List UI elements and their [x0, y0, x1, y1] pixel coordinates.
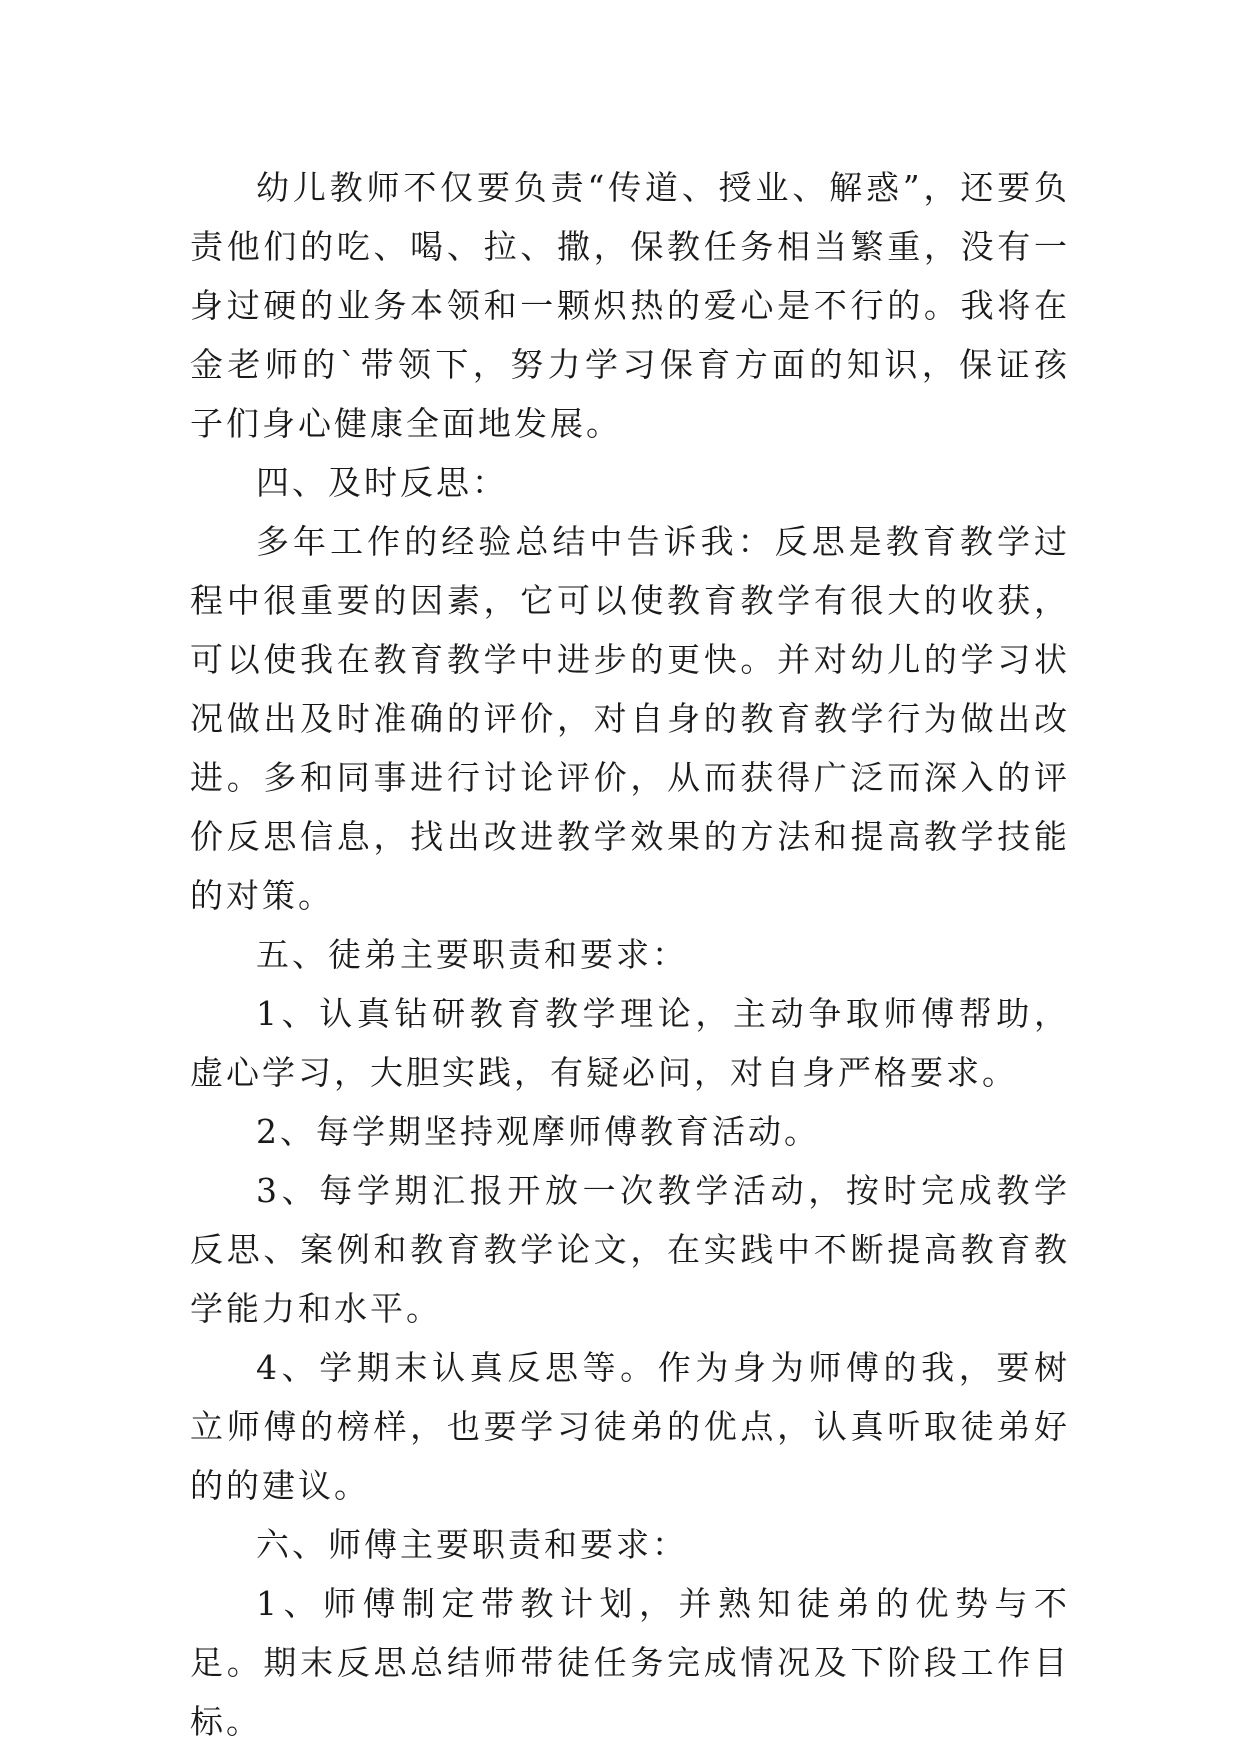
paragraph-apprentice-item-1: 1、认真钻研教育教学理论，主动争取师傅帮助，虚心学习，大胆实践，有疑必问，对自身严格要求。	[190, 994, 1070, 1092]
paragraph-reflection: 多年工作的经验总结中告诉我：反思是教育教学过程中很重要的因素，它可以使教育教学有很大的收获，可以使我在教育教学中进步的更快。并对幼儿的学习状况做出及时准确的评价，对自身的教育教学行为做出改进。多和同事进行讨论评价，从而获得广泛而深入的评价反思信息，找出改进教学效果的方法和提高教学技能的对策。	[190, 522, 1070, 915]
paragraph-apprentice-item-4: 4、学期末认真反思等。作为身为师傅的我，要树立师傅的榜样，也要学习徒弟的优点，认真听取徒弟好的的建议。	[190, 1348, 1070, 1505]
paragraph-apprentice-item-3: 3、每学期汇报开放一次教学活动，按时完成教学反思、案例和教育教学论文，在实践中不断提高教育教学能力和水平。	[190, 1171, 1070, 1328]
heading-mentor-duties: 六、师傅主要职责和要求：	[256, 1525, 688, 1564]
heading-timely-reflection: 四、及时反思：	[256, 463, 508, 502]
paragraph-care-duties: 幼儿教师不仅要负责“传道、授业、解惑”，还要负责他们的吃、喝、拉、撒，保教任务相当繁重，没有一身过硬的业务本领和一颗炽热的爱心是不行的。我将在金老师的`带领下，努力学习保育方面的知识，保证孩子们身心健康全面地发展。	[190, 168, 1070, 443]
paragraph-mentor-item-1: 1、师傅制定带教计划，并熟知徒弟的优势与不足。期末反思总结师带徒任务完成情况及下阶段工作目标。	[190, 1584, 1070, 1741]
document-body	[190, 158, 1070, 1751]
heading-apprentice-duties: 五、徒弟主要职责和要求：	[256, 935, 688, 974]
paragraph-apprentice-item-2: 2、每学期坚持观摩师傅教育活动。	[256, 1112, 820, 1151]
